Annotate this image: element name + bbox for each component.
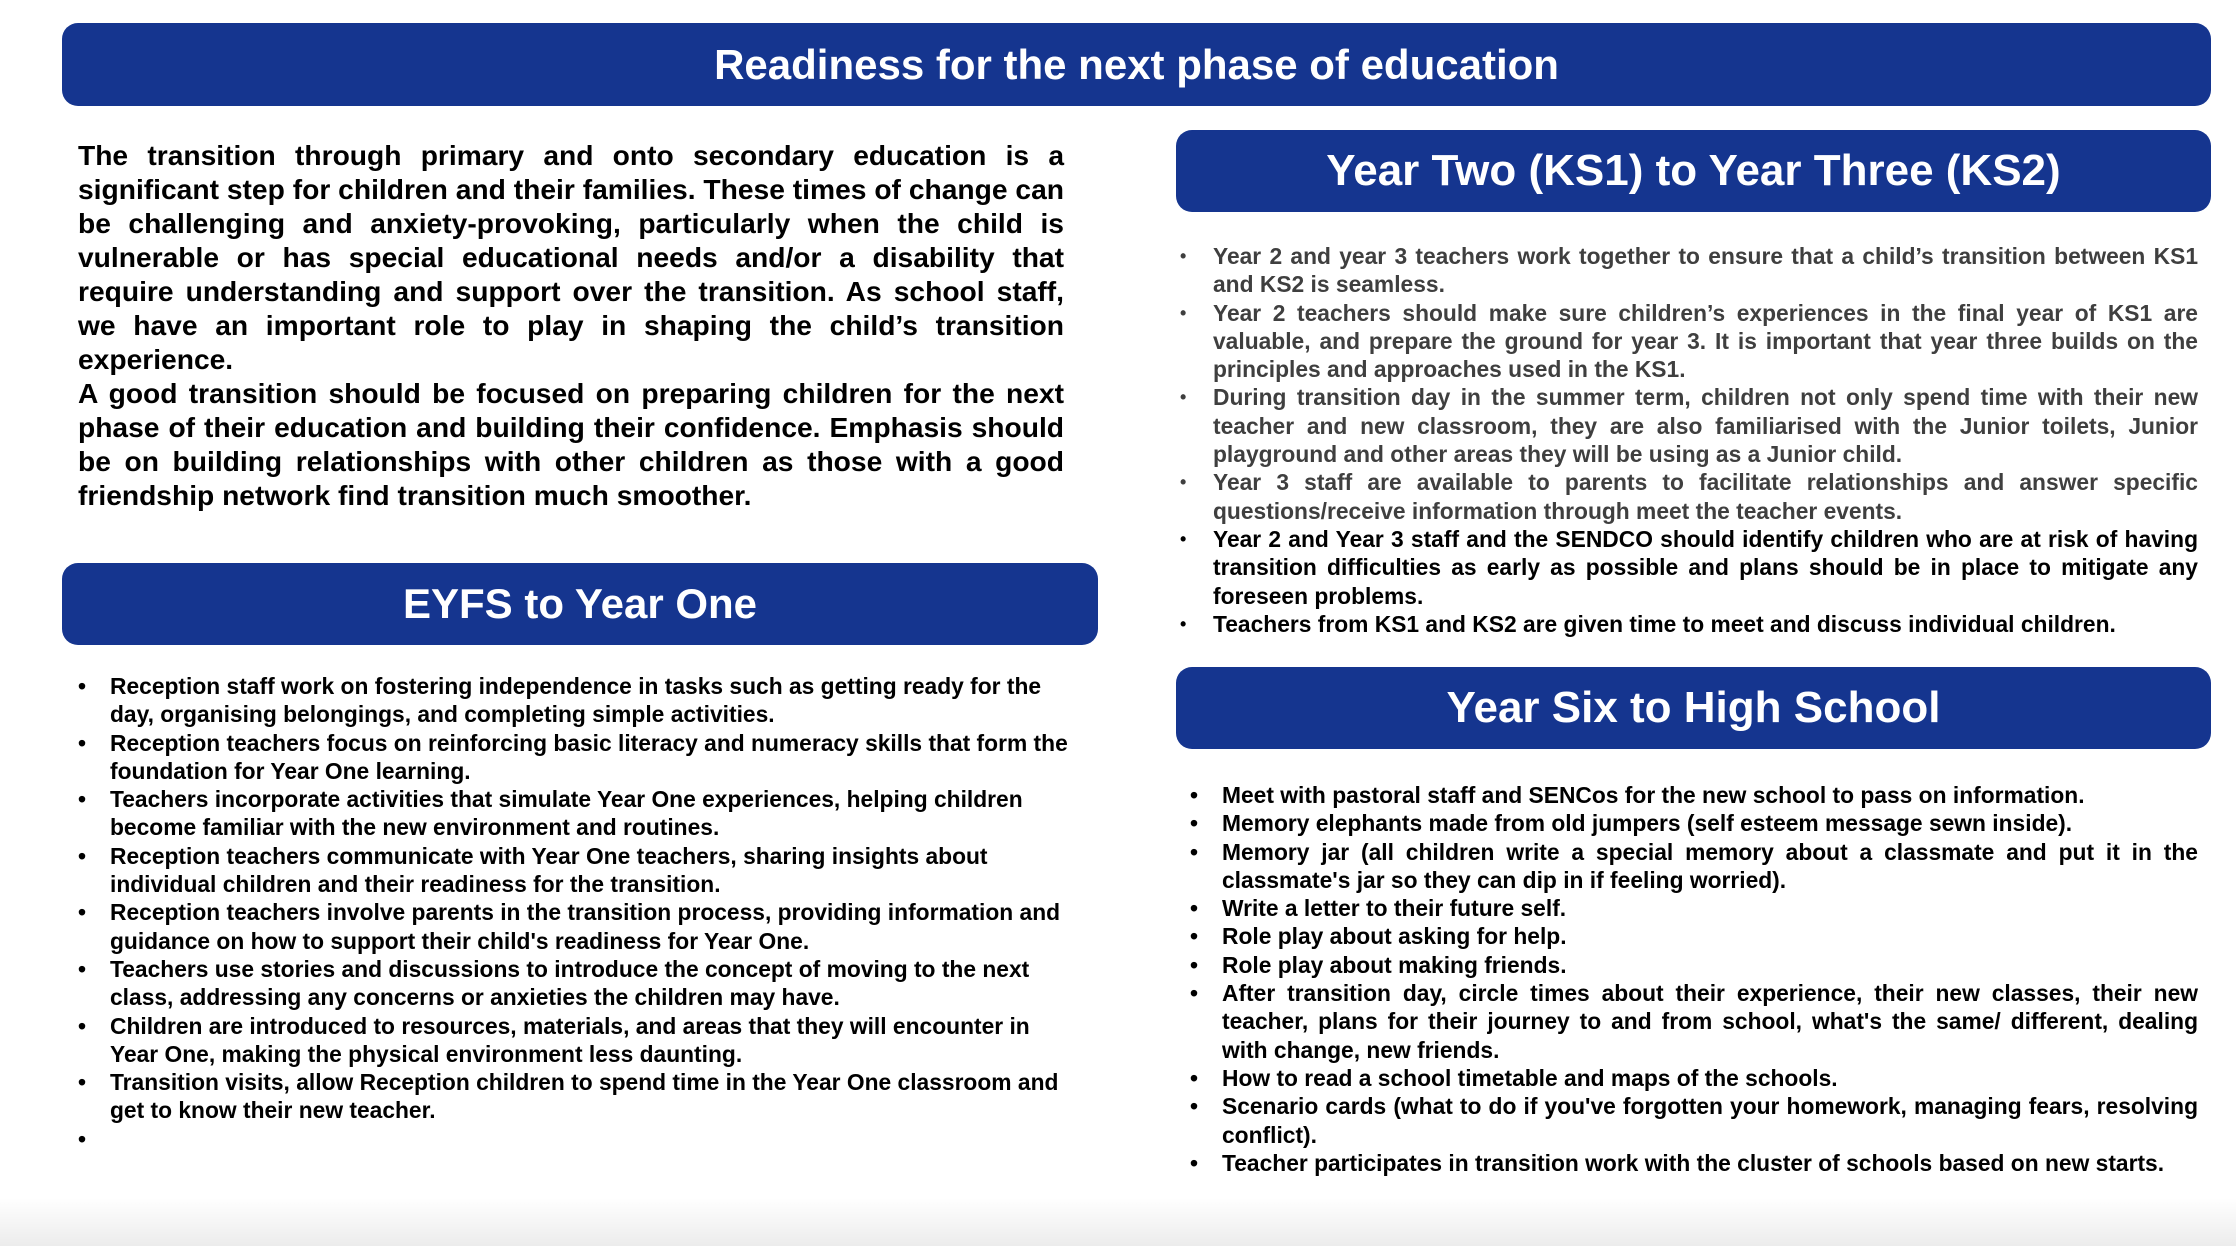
list-item-text: After transition day, circle times about their experience, their new classes, their new teacher, plans for their journey to and from school, what's the same/ different, dealing with change, new friends. — [1222, 980, 2198, 1063]
bullet-icon: • — [78, 1125, 86, 1152]
list-item-text: Year 2 teachers should make sure children’s experiences in the final year of KS1 are valuable, and prepare the ground for year 3. It is important that year three builds on the principles and approaches used in the KS1. — [1213, 299, 2198, 383]
list-item-text: Reception teachers communicate with Year One teachers, sharing insights about individual children and their readiness for the transition. — [110, 842, 988, 898]
bullet-icon: • — [78, 729, 86, 756]
bullet-icon: • — [1190, 1064, 1198, 1091]
list-item-text: Reception teachers focus on reinforcing basic literacy and numeracy skills that form the foundation for Year One learning. — [110, 729, 1068, 784]
list-item — [78, 898, 1068, 955]
bullet-icon: • — [1180, 302, 1187, 323]
bullet-icon: • — [1190, 923, 1198, 950]
bullet-icon: • — [1180, 246, 1187, 266]
intro-text — [78, 138, 1064, 512]
list-item-text: Teacher participates in transition work with the cluster of schools based on new starts. — [1222, 1149, 2165, 1176]
bullet-icon: • — [1190, 1149, 1198, 1176]
list-item — [78, 955, 1068, 1012]
page-title: Readiness for the next phase of education — [714, 40, 1559, 88]
list-item-text: Teachers use stories and discussions to introduce the concept of moving to the next class, addressing any concerns or anxieties the children may have. — [110, 955, 1030, 1011]
list-item — [78, 672, 1068, 729]
bullet-icon: • — [1190, 980, 1198, 1007]
bullet-icon: • — [1190, 1093, 1198, 1120]
page-title-banner — [62, 23, 2211, 106]
list-item-text: Transition visits, allow Reception children to spend time in the Year One classroom and get to know their new teacher. — [110, 1069, 1059, 1124]
list-item — [78, 729, 1068, 786]
bullet-icon: • — [1180, 613, 1187, 634]
bullet-icon: • — [78, 842, 86, 869]
bullet-icon: • — [1180, 472, 1187, 493]
bottom-shadow — [0, 1198, 2236, 1246]
list-item-text: Scenario cards (what to do if you've forgotten your homework, managing fears, resolving conflict). — [1222, 1093, 2198, 1148]
list-item-text: Year 2 and year 3 teachers work together to ensure that a child’s transition between KS1 and KS2 is seamless. — [1213, 243, 2198, 298]
section-heading-eyfs — [62, 563, 1098, 645]
bullet-icon: • — [1180, 528, 1187, 549]
intro-paragraph: A good transition should be focused on preparing children for the next phase of their education and building their confidence. Emphasis should be on building relationships with other children as those with a good friendship network find transition much smoother. — [78, 377, 1064, 511]
section-heading-ks1-ks2 — [1176, 130, 2211, 212]
list-item-empty — [78, 1125, 1068, 1153]
bullet-icon: • — [78, 786, 86, 813]
list-item-text: Meet with pastoral staff and SENCos for the new school to pass on information. — [1222, 782, 2085, 808]
list-item-text: Memory elephants made from old jumpers (self esteem message sewn inside). — [1222, 810, 2073, 837]
list-item — [78, 785, 1068, 842]
bullet-icon: • — [1190, 810, 1198, 837]
list-item-text: Role play about asking for help. — [1222, 923, 1567, 950]
list-item-text: Reception teachers involve parents in the transition process, providing information and guidance on how to support their child's readiness for Year One. — [110, 899, 1061, 954]
list-item-text: Year 3 staff are available to parents to facilitate relationships and answer specific questions/receive information through meet the teacher events. — [1213, 469, 2198, 524]
list-item — [1190, 781, 2198, 809]
bullet-icon: • — [1190, 951, 1198, 978]
list-item — [1180, 468, 2198, 525]
list-item-text: How to read a school timetable and maps of the schools. — [1222, 1064, 1838, 1091]
bullet-icon: • — [1190, 895, 1198, 922]
list-item-text: Reception staff work on fostering independence in tasks such as getting ready for the day, organising belongings, and completing simple activities. — [110, 673, 1042, 728]
section-heading-year-six — [1176, 667, 2211, 749]
list-item — [1190, 951, 2198, 979]
bullet-icon: • — [78, 673, 86, 699]
bullet-icon: • — [78, 955, 86, 982]
section-title: EYFS to Year One — [402, 580, 758, 627]
list-item — [1180, 242, 2198, 299]
section-title: Year Six to High School — [1446, 683, 1941, 732]
list-item — [78, 1068, 1068, 1125]
intro-paragraph: The transition through primary and onto secondary education is a significant step for children and their families. These times of change can be challenging and anxiety-provoking, particularly when the child is vulnerable or has special educational needs and/or a disability that require understanding and support over the transition. As school staff, we have an important role to play in shaping the child’s transition experience. — [78, 139, 1064, 375]
list-item-text: Year 2 and Year 3 staff and the SENDCO should identify children who are at risk of having transition difficulties as early as possible and plans should be in place to mitigate any foreseen problems. — [1213, 525, 2198, 609]
list-item — [1180, 299, 2198, 384]
list-item-text: During transition day in the summer term, children not only spend time with their new teacher and new classroom, they are also familiarised with the Junior toilets, Junior playground and other areas they will be using as a Junior child. — [1213, 384, 2198, 468]
list-item-text: Teachers incorporate activities that simulate Year One experiences, helping children become familiar with the new environment and routines. — [110, 786, 1023, 841]
list-item — [1180, 610, 2198, 638]
list-item — [1190, 809, 2198, 837]
year-six-bullet-list — [1190, 781, 2198, 1177]
list-item — [1190, 894, 2198, 922]
bullet-icon: • — [1180, 387, 1187, 408]
bullet-icon: • — [1190, 838, 1198, 865]
eyfs-bullet-list — [78, 672, 1068, 1153]
list-item — [78, 1012, 1068, 1069]
ks1-ks2-bullet-list — [1180, 242, 2198, 638]
list-item — [1190, 838, 2198, 895]
list-item — [1190, 922, 2198, 950]
list-item — [1190, 979, 2198, 1064]
list-item-text: Write a letter to their future self. — [1222, 895, 1567, 922]
list-item-text: Children are introduced to resources, materials, and areas that they will encounter in Year One, making the physical environment less daunting. — [110, 1012, 1030, 1067]
bullet-icon: • — [78, 1069, 86, 1096]
bullet-icon: • — [78, 899, 86, 926]
list-item-text: Teachers from KS1 and KS2 are given time to meet and discuss individual children. — [1213, 610, 2116, 637]
list-item — [1190, 1064, 2198, 1092]
list-item — [1180, 383, 2198, 468]
list-item — [1180, 525, 2198, 610]
bullet-icon: • — [78, 1012, 86, 1039]
list-item — [78, 842, 1068, 899]
section-title: Year Two (KS1) to Year Three (KS2) — [1326, 146, 2061, 195]
list-item — [1190, 1149, 2198, 1177]
list-item-text: Role play about making friends. — [1222, 951, 1567, 978]
bullet-icon: • — [1190, 782, 1198, 808]
list-item — [1190, 1092, 2198, 1149]
list-item-text: Memory jar (all children write a special memory about a classmate and put it in the classmate's jar so they can dip in if feeling worried). — [1222, 838, 2198, 893]
